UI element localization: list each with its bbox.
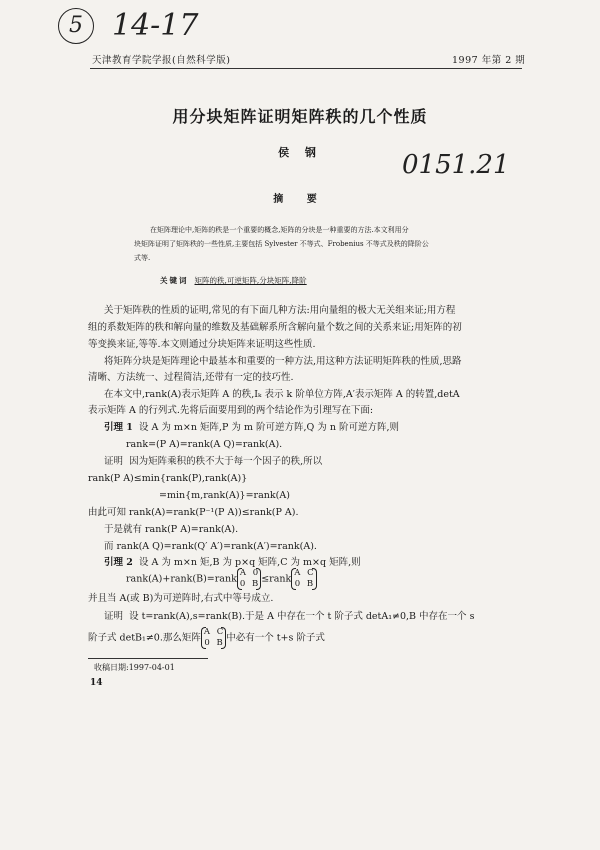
block-matrix-diag: A 0 0 B	[237, 568, 261, 590]
body-line: 等变换来证,等等.本文则通过分块矩阵来证明这些性质.	[88, 339, 316, 350]
header-rule	[90, 68, 522, 69]
lemma1-label: 引理 1	[104, 422, 133, 433]
handwritten-class-code: 0151.21	[402, 150, 510, 180]
abstract-line: 式等.	[134, 254, 151, 262]
abstract-line: 块矩阵证明了矩阵秩的一些性质,主要包括 Sylvester 不等式、Frobenius 不等式及秩的降阶公	[134, 240, 429, 248]
lemma1-formula: rank=(P A)=rank(A Q)=rank(A).	[126, 439, 283, 450]
footer-rule	[88, 658, 208, 659]
lemma2-leq: ≤rank	[261, 573, 292, 585]
lemma2-condition: 并且当 A(或 B)为可逆阵时,右式中等号成立.	[88, 593, 274, 604]
proof1-eq1: rank(P A)≤min{rank(P),rank(A)}	[88, 473, 248, 484]
proof1-eq5: 而 rank(A Q)=rank(Q′ A′)=rank(A′)=rank(A).	[104, 541, 317, 552]
block-matrix-upper: A C 0 B	[201, 627, 226, 649]
page-title: 用分块矩阵证明矩阵秩的几个性质	[172, 107, 428, 126]
keywords-label: 关键词	[160, 276, 189, 285]
received-date: 收稿日期:1997-04-01	[94, 663, 175, 672]
proof-label: 证明	[104, 611, 124, 622]
proof1-eq2: =min{m,rank(A)}=rank(A)	[159, 490, 290, 501]
journal-issue: 1997 年第 2 期	[452, 55, 526, 66]
lemma2-text: 设 A 为 m×n 矩,B 为 p×q 矩阵,C 为 m×q 矩阵,则	[138, 557, 361, 568]
block-matrix-upper: A C 0 B	[291, 568, 316, 590]
proof2-line2: 阶子式 detB₁≠0.那么矩阵 A C 0 B 中必有一个 t+s 阶子式	[88, 627, 325, 648]
keywords	[160, 275, 307, 286]
body-line: 表示矩阵 A 的行列式.先将后面要用到的两个结论作为引理写在下面:	[88, 405, 374, 416]
lemma1-text: 设 A 为 m×n 矩阵,P 为 m 阶可逆方阵,Q 为 n 阶可逆方阵,则	[138, 422, 399, 433]
lemma2-lhs: rank(A)+rank(B)=rank	[126, 573, 237, 585]
body-line: 组的系数矩阵的秩和解向量的维数及基础解系所含解向量个数之间的关系来证;用矩阵的初	[88, 322, 462, 333]
proof1-intro	[104, 454, 322, 470]
abstract-line: 在矩阵理论中,矩阵的秩是一个重要的概念,矩阵的分块是一种重要的方法.本文利用分	[150, 226, 409, 234]
lemma1	[104, 420, 399, 436]
author: 侯 钢	[278, 146, 322, 159]
handwritten-circled-number: 5	[58, 8, 94, 44]
proof-label: 证明	[104, 456, 124, 467]
proof1-eq4: 于是就有 rank(P A)=rank(A).	[104, 524, 239, 535]
proof1-text: 因为矩阵乘积的秩不大于每一个因子的秩,所以	[129, 456, 323, 467]
proof1-eq3: 由此可知 rank(A)=rank(P⁻¹(P A))≤rank(P A).	[88, 507, 299, 518]
page-number: 14	[90, 678, 103, 688]
body-line: 清晰、方法统一、过程简洁,还带有一定的技巧性.	[88, 372, 294, 383]
proof2-line1: 证明 设 t=rank(A),s=rank(B).于是 A 中存在一个 t 阶子式 detA₁≠0,B 中存在一个 s	[104, 611, 475, 622]
lemma2-formula	[126, 568, 317, 590]
keywords-text: 矩阵的秩,可逆矩阵,分块矩阵,降阶	[194, 276, 307, 285]
body-line: 将矩阵分块是矩阵理论中最基本和重要的一种方法,用这种方法证明矩阵秩的性质,思路	[104, 356, 462, 367]
lemma2-label: 引理 2	[104, 557, 133, 568]
handwritten-page-range: 14-17	[112, 8, 199, 43]
body-line: 关于矩阵秩的性质的证明,常见的有下面几种方法:用向量组的极大无关组来证;用方程	[104, 305, 456, 316]
body-line: 在本文中,rank(A)表示矩阵 A 的秩,Iₖ 表示 k 阶单位方阵,A′表示矩阵 A 的转置,detA	[104, 389, 460, 400]
abstract-heading: 摘 要	[273, 194, 327, 205]
journal-name: 天津教育学院学报(自然科学版)	[92, 55, 231, 66]
